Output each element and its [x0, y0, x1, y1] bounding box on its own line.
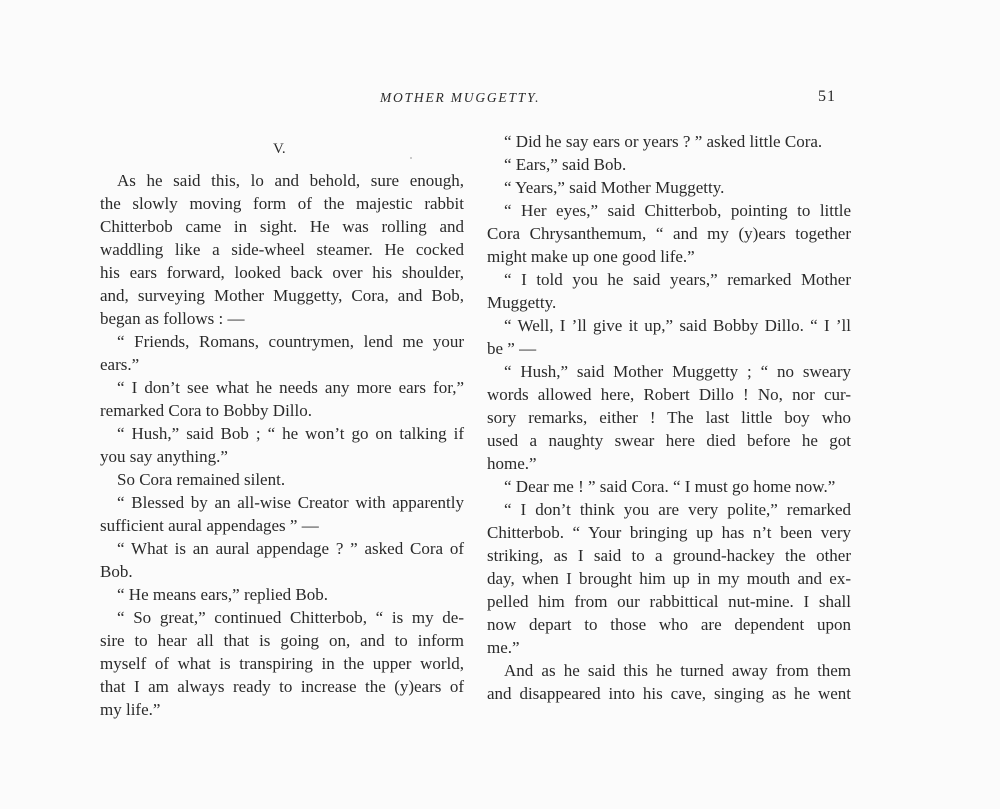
text-line: “ Dear me ! ” said Cora. “ I must go home now.”: [504, 477, 836, 496]
text-line: “ I don’t think you are very polite,” remarked: [504, 500, 851, 519]
text-line: Muggetty.: [487, 293, 557, 312]
text-line: “ I don’t see what he needs any more ears for,”: [117, 378, 464, 397]
text-line: waddling like a side-wheel steamer. He cocked: [100, 240, 464, 259]
text-line: home.”: [487, 454, 537, 473]
section-number: V.: [273, 141, 286, 157]
text-line: you say anything.”: [100, 447, 228, 466]
text-line: Cora Chrysanthemum, “ and my (y)ears together: [487, 224, 851, 243]
text-line: might make up one good life.”: [487, 247, 695, 266]
text-line: “ I told you he said years,” remarked Mother: [504, 270, 851, 289]
text-line: be ” —: [487, 339, 537, 358]
text-line: and, surveying Mother Muggetty, Cora, and Bob,: [100, 286, 464, 305]
text-line: now depart to those who are dependent upon: [487, 615, 851, 634]
text-line: used a naughty swear here died before he got: [487, 431, 851, 450]
text-line: my life.”: [100, 700, 161, 719]
text-line: “ What is an aural appendage ? ” asked Cora of: [117, 539, 464, 558]
text-line: Bob.: [100, 562, 133, 581]
text-line: “ Years,” said Mother Muggetty.: [504, 178, 725, 197]
text-line: “ He means ears,” replied Bob.: [117, 585, 328, 604]
text-line: “ Hush,” said Mother Muggetty ; “ no sweary: [504, 362, 851, 381]
text-line: “ Blessed by an all-wise Creator with apparently: [117, 493, 464, 512]
text-line: Chitterbob. “ Your bringing up has n’t been very: [487, 523, 851, 542]
text-line: day, when I brought him up in my mouth and ex-: [487, 569, 851, 588]
text-line: “ Hush,” said Bob ; “ he won’t go on talking if: [117, 424, 464, 443]
text-line: his ears forward, looked back over his shoulder,: [100, 263, 464, 282]
print-speck: [410, 157, 412, 159]
text-line: “ Did he say ears or years ? ” asked little Cora.: [504, 132, 823, 151]
text-line: sufficient aural appendages ” —: [100, 516, 319, 535]
text-line: So Cora remained silent.: [117, 470, 286, 489]
text-line: remarked Cora to Bobby Dillo.: [100, 401, 312, 420]
text-line: “ Her eyes,” said Chitterbob, pointing to little: [504, 201, 851, 220]
text-line: striking, as I said to a ground-hackey the other: [487, 546, 851, 565]
text-line: As he said this, lo and behold, sure enough,: [117, 171, 464, 190]
text-line: “ So great,” continued Chitterbob, “ is my de-: [117, 608, 464, 627]
text-line: sory remarks, either ! The last little boy who: [487, 408, 851, 427]
text-line: sire to hear all that is going on, and to inform: [100, 631, 464, 650]
text-line: “ Ears,” said Bob.: [504, 155, 627, 174]
running-head: MOTHER MUGGETTY.: [380, 90, 541, 105]
text-line: and disappeared into his cave, singing as he went: [487, 684, 851, 703]
text-line: And as he said this he turned away from them: [504, 661, 851, 680]
text-line: “ Well, I ’ll give it up,” said Bobby Dillo. “ I ’ll: [504, 316, 851, 335]
text-line: pelled him from our rabbittical nut-mine. I shall: [487, 592, 851, 611]
text-line: the slowly moving form of the majestic rabbit: [100, 194, 464, 213]
text-line: words allowed here, Robert Dillo ! No, nor cur-: [487, 385, 851, 404]
page-number: 51: [818, 88, 836, 105]
text-line: myself of what is transpiring in the upper world,: [100, 654, 464, 673]
text-line: me.”: [487, 638, 520, 657]
text-line: Chitterbob came in sight. He was rolling and: [100, 217, 464, 236]
text-line: “ Friends, Romans, countrymen, lend me your: [117, 332, 464, 351]
text-line: ears.”: [100, 355, 140, 374]
text-line: began as follows : —: [100, 309, 245, 328]
text-line: that I am always ready to increase the (y)ears of: [100, 677, 464, 696]
